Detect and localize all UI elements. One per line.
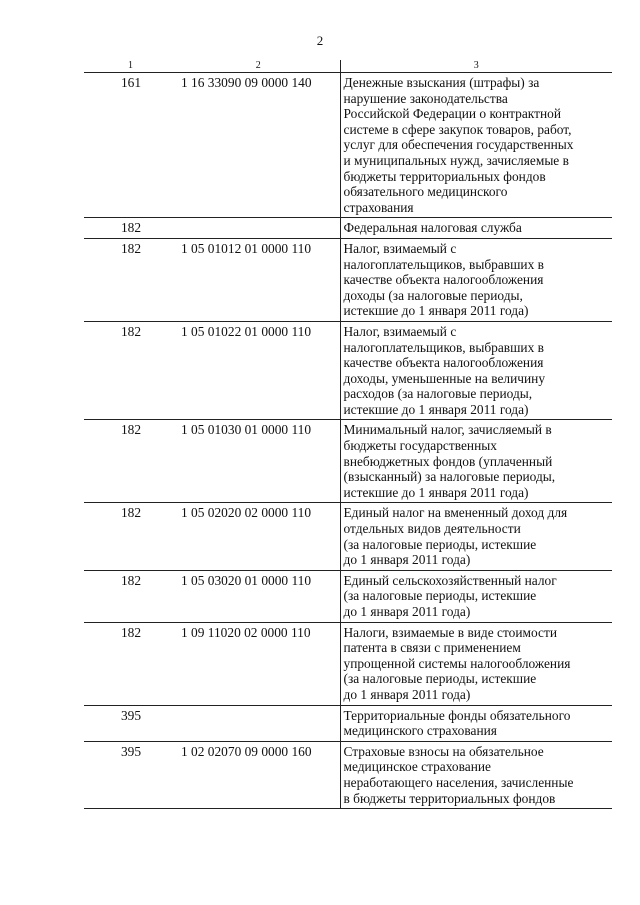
table-row [84, 218, 612, 239]
revenue-name-line: Минимальный налог, зачисляемый в [343, 422, 552, 438]
revenue-code-cell: 1 09 11020 02 0000 110 [177, 622, 340, 705]
admin-code-cell: 182 [84, 238, 177, 321]
table-row [84, 73, 612, 218]
revenue-name-line: истекшие до 1 января 2011 года) [343, 303, 529, 319]
table-row [84, 238, 612, 321]
revenue-code-cell [177, 705, 340, 741]
admin-code-cell: 182 [84, 420, 177, 503]
revenue-name-line: налогоплательщиков, выбравших в [343, 256, 544, 272]
table-header-row [84, 60, 612, 73]
revenue-name-line: Налог, взимаемый с [343, 323, 457, 339]
revenue-name-line: доходы (за налоговые периоды, [343, 287, 523, 303]
revenue-name-line: Единый налог на вмененный доход для [343, 505, 568, 521]
revenue-name-line: качестве объекта налогообложения [343, 272, 544, 288]
revenue-name-line: доходы, уменьшенные на величину [343, 370, 546, 386]
revenue-name-line: и муниципальных нужд, зачисляемые в [343, 152, 569, 168]
revenue-name-line: Территориальные фонды обязательного [343, 707, 571, 723]
revenue-name-line: системе в сфере закупок товаров, работ, [343, 121, 572, 137]
table-row [84, 321, 612, 420]
revenue-name-cell [340, 218, 612, 239]
revenue-name-line: Страховые взносы на обязательное [343, 743, 544, 759]
revenue-name-cell [340, 321, 612, 420]
revenue-name-cell [340, 622, 612, 705]
revenue-code-cell: 1 05 02020 02 0000 110 [177, 503, 340, 570]
revenue-name-line: упрощенной системы налогообложения [343, 655, 571, 671]
revenue-code-cell: 1 02 02070 09 0000 160 [177, 741, 340, 808]
revenue-name-line: качестве объекта налогообложения [343, 355, 544, 371]
revenue-name-line: внебюджетных фондов (уплаченный [343, 453, 553, 469]
table-row [84, 420, 612, 503]
revenue-name-line: Налог, взимаемый с [343, 240, 457, 256]
admin-code-cell: 161 [84, 73, 177, 218]
revenue-name-line: налогоплательщиков, выбравших в [343, 339, 544, 355]
revenue-name-cell [340, 741, 612, 808]
revenue-name-cell [340, 420, 612, 503]
revenue-name-line: Денежные взыскания (штрафы) за [343, 75, 540, 90]
table-row [84, 570, 612, 622]
revenue-name-line: (взысканный) за налоговые периоды, [343, 469, 556, 485]
revenue-name-cell [340, 503, 612, 570]
revenue-code-cell [177, 218, 340, 239]
revenue-name-cell [340, 705, 612, 741]
column-header-1: 1 [84, 60, 177, 73]
revenue-code-cell: 1 05 01012 01 0000 110 [177, 238, 340, 321]
table-row [84, 622, 612, 705]
revenue-name-line: бюджеты территориальных фондов [343, 168, 546, 184]
revenue-name-line: (за налоговые периоды, истекшие [343, 536, 537, 552]
revenue-name-line: истекшие до 1 января 2011 года) [343, 484, 529, 500]
revenue-name-line: до 1 января 2011 года) [343, 604, 471, 619]
admin-code-cell: 182 [84, 570, 177, 622]
revenue-name-line: страхования [343, 199, 414, 215]
admin-code-cell: 182 [84, 622, 177, 705]
revenue-name-line: Федеральная налоговая служба [343, 220, 522, 236]
revenue-name-line: (за налоговые периоды, истекшие [343, 588, 537, 604]
table-row [84, 503, 612, 570]
admin-code-cell: 395 [84, 705, 177, 741]
page-number: 2 [316, 33, 324, 48]
revenue-name-line: неработающего населения, зачисленные [343, 774, 574, 790]
revenue-name-cell [340, 73, 612, 218]
revenue-code-cell: 1 05 01030 01 0000 110 [177, 420, 340, 503]
revenue-name-line: (за налоговые периоды, истекшие [343, 671, 537, 687]
admin-code-cell: 182 [84, 218, 177, 239]
revenue-name-cell [340, 238, 612, 321]
admin-code-cell: 395 [84, 741, 177, 808]
column-header-2: 2 [177, 60, 340, 73]
revenue-code-cell: 1 05 03020 01 0000 110 [177, 570, 340, 622]
admin-code-cell: 182 [84, 321, 177, 420]
revenue-name-line: до 1 января 2011 года) [343, 552, 471, 568]
revenue-name-line: бюджеты государственных [343, 438, 497, 454]
revenue-name-line: медицинского страхования [343, 723, 497, 739]
revenue-name-line: Налоги, взимаемые в виде стоимости [343, 624, 557, 640]
revenue-name-line: Российской Федерации о контрактной [343, 106, 562, 122]
revenue-code-cell: 1 16 33090 09 0000 140 [177, 73, 340, 218]
revenue-name-line: истекшие до 1 января 2011 года) [343, 401, 529, 417]
revenue-name-line: обязательного медицинского [343, 184, 508, 200]
revenue-name-line: Единый сельскохозяйственный налог [343, 572, 557, 588]
column-header-3: 3 [340, 60, 612, 73]
revenue-name-line: нарушение законодательства [343, 90, 508, 106]
revenue-name-line: в бюджеты территориальных фондов [343, 790, 556, 806]
revenue-name-line: отдельных видов деятельности [343, 521, 521, 537]
revenue-code-cell: 1 05 01022 01 0000 110 [177, 321, 340, 420]
revenue-name-line: патента в связи с применением [343, 640, 521, 656]
admin-code-cell: 182 [84, 503, 177, 570]
revenue-name-line: медицинское страхование [343, 759, 491, 775]
revenue-name-line: до 1 января 2011 года) [343, 686, 471, 702]
revenue-codes-table [84, 60, 612, 809]
table-body [84, 73, 612, 809]
revenue-name-cell [340, 570, 612, 622]
table-row [84, 705, 612, 741]
revenue-name-line: расходов (за налоговые периоды, [343, 386, 533, 402]
revenue-name-line: услуг для обеспечения государственных [343, 137, 574, 153]
table-row [84, 741, 612, 808]
